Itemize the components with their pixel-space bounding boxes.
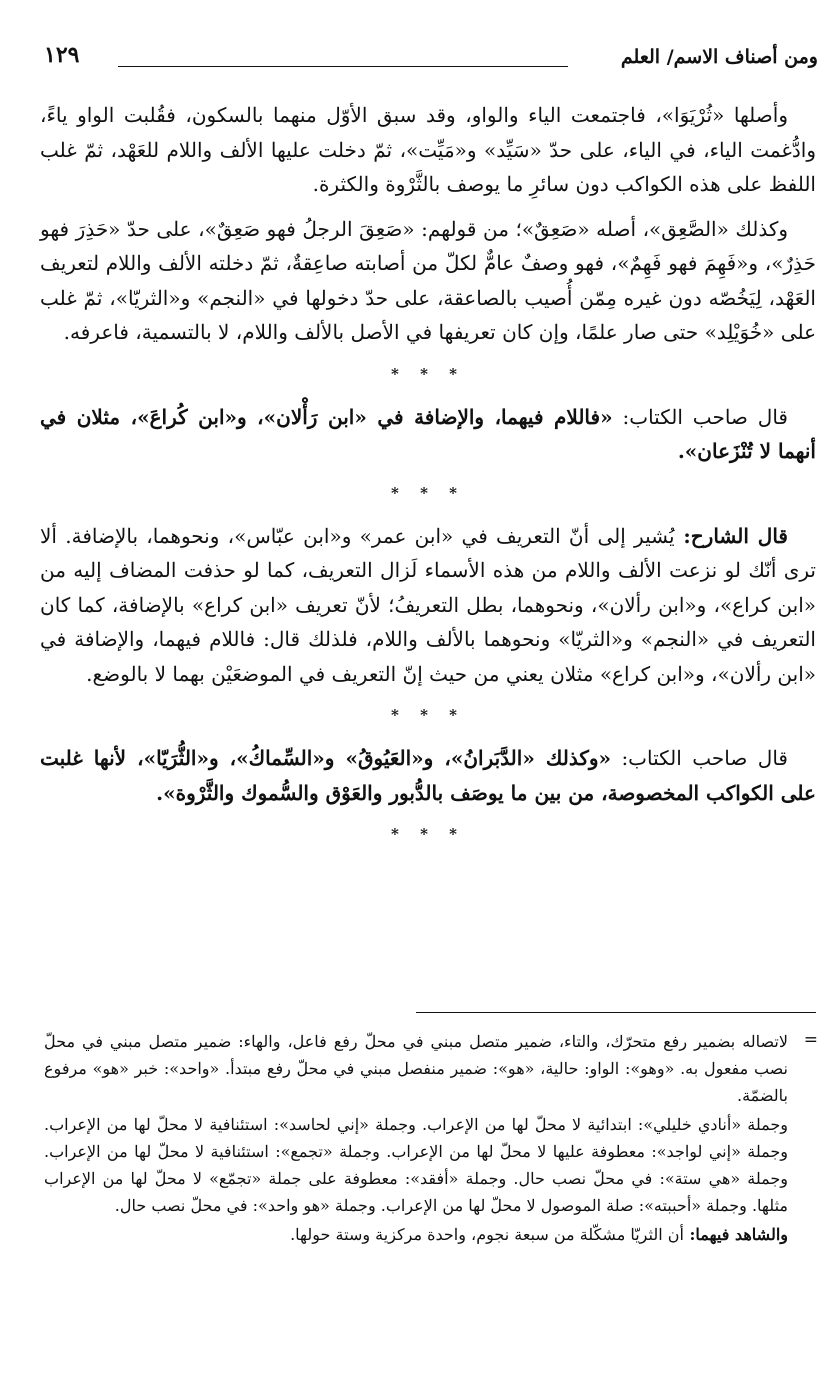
paragraph-thurayya-origin: وأصلها «ثُرْيَوَا»، فاجتمعت الياء والواو، وقد سبق الأوّل منهما بالسكون، فقُلبت الواو ياءً، وادُّغمت الياء، في الياء، على حدّ «سَيِّد» و«مَيِّت»، ثمّ دخلت عليها الألف واللام للعَهْد، ثمّ غلب اللفظ على هذه الكواكب دون سائرِ ما يوصف بالثَّرْوة والكثرة.	[40, 103, 816, 196]
footnote-witness-lead: والشاهد فيهما:	[683, 1225, 788, 1244]
quote-author-2	[40, 741, 816, 810]
quote-author-1	[40, 400, 816, 469]
section-separator: * * *	[391, 364, 465, 383]
section-separator: * * *	[391, 825, 465, 843]
commentary-text: يُشير إلى أنّ التعريف في «ابن عمر» و«ابن عبّاس»، ونحوهما، بالإضافة. ألا ترى أنّك لو نزعت الألف واللام من هذه الأسماء لَزال التعريف، كما لو حذفت المضاف إليه من «ابن كراع»، و«ابن رألان»، ونحوهما، بطل التعريفُ؛ لأنّ تعريف «ابن كراع» بالإضافة، كما كان التعريف في «النجم» و«الثريّا» ونحوهما بالألف واللام، فلذلك قال: فاللام فيهما، والإضافة في «ابن رألان»، و«ابن كراع» مثلان يعني من حيث إنّ التعريف في الموضعَيْن بهما لا بالوضع.	[40, 523, 816, 686]
main-text	[40, 98, 816, 860]
quote-text: «فاللام فيهما، والإضافة في «ابن رَأْلان»، و«ابن كُراعَ»، مثلان في أنهما لا تُنْزَعان».	[40, 404, 816, 463]
quote-lead: قال صاحب الكتاب:	[612, 404, 788, 429]
footnotes	[44, 1028, 788, 1250]
footnote-rule	[416, 1012, 816, 1013]
footnote-paragraph: وجملة «أنادي خليلي»: ابتدائية لا محلّ لها من الإعراب. وجملة «إني لحاسد»: استئنافية لا محلّ لها من الإعراب. وجملة «إني لواجد»: معطوفة عليها لا محلّ لها من الإعراب. وجملة «تجمع»: استئنافية لا محلّ لها من الإعراب. وجملة «هي ستة»: في محلّ نصب حال. وجملة «أفقد»: معطوفة على جملة «تجمّع» لا محلّ لها من الإعراب مثلها. وجملة «أحببته»: صلة الموصول لا محلّ لها من الإعراب. وجملة «هو واحد»: في محلّ نصب حال.	[44, 1115, 789, 1215]
paragraph-saiq: وكذلك «الصَّعِق»، أصله «صَعِقٌ»؛ من قولهم: «صَعِقَ الرجلُ فهو صَعِقٌ»، على حدّ «حَذِرَ فهو حَذِرٌ»، و«فَهِمَ فهو فَهِمٌ»، فهو وصفٌ عامٌّ لكلّ من أصابته صاعِقةٌ، ثمّ دخلته الألف واللام لتعريف العَهْد، لِيَخُصّه دون غيره مِمّن أُصيب بالصاعقة، على حدّ دخولها في «النجم» و«الثريّا»، ثمّ غلب على «خُوَيْلِد» حتى صار علمًا، وإن كان تعريفها في الأصل بالألف واللام، لا بالتسمية، فاعرفه.	[40, 216, 816, 344]
footnote-witness-text: أن الثريّا مشكّلة من سبعة نجوم، واحدة مركزية وستة حولها.	[290, 1225, 684, 1244]
section-separator: * * *	[391, 483, 465, 502]
chapter-title: ومن أصناف الاسم/ العلم	[620, 46, 818, 68]
commentator-lead: قال الشارح:	[674, 523, 788, 548]
commentary-paragraph	[40, 519, 816, 692]
page-number: ١٢٩	[44, 42, 80, 68]
running-header	[44, 40, 818, 80]
header-rule	[118, 66, 568, 67]
footnote-witness	[44, 1221, 788, 1248]
quote-lead: قال صاحب الكتاب:	[611, 746, 788, 770]
quote-text: «وكذلك «الدَّبَرانُ»، و«العَيُوقُ» و«السِّماكُ»، و«الثُّرَيّا»، لأنها غلبت على الكواكب المخصوصة، من بين ما يوصَف بالدُّبور والعَوْق والسُّموك والثَّرْوة».	[40, 746, 816, 805]
section-separator: * * *	[391, 706, 465, 724]
footnote-paragraph: لاتصاله بضمير رفع متحرّك، والتاء، ضمير متصل مبني في محلّ رفع فاعل، والهاء: ضمير متصل مبني في محلّ نصب مفعول به. «وهو»: الواو: حالية، «هو»: ضمير منفصل مبني في محلّ رفع مبتدأ. «واحد»: خبر «هو» مرفوع بالضمّة.	[44, 1032, 788, 1105]
footnote-continuation-mark: =	[803, 1030, 818, 1050]
